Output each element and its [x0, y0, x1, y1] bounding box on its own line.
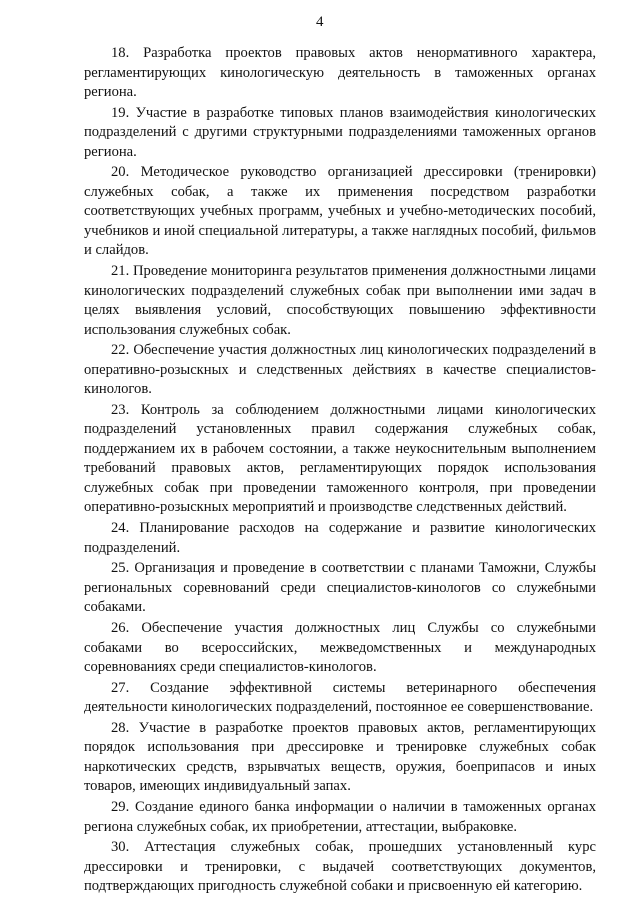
list-item-27: [84, 679, 596, 718]
list-item-18: [84, 44, 596, 103]
item-number: 30.: [111, 839, 130, 856]
item-number: 24.: [111, 520, 130, 537]
item-text: Проведение мониторинга результатов применения должностными лицами кинологических подразделений служебных собак при выполнении ими задач в целях выявления условий, способствующих повышению эффективности использования служебных собак.: [84, 263, 596, 338]
list-item-26: [84, 619, 596, 678]
item-text: Планирование расходов на содержание и развитие кинологических подразделений.: [84, 520, 596, 556]
list-item-22: [84, 341, 596, 400]
list-item-25: [84, 559, 596, 618]
list-item-30: [84, 838, 596, 897]
item-number: 23.: [111, 401, 130, 418]
list-item-19: [84, 104, 596, 163]
item-text: Создание единого банка информации о наличии в таможенных органах региона служебных собак, их приобретении, аттестации, выбраковке.: [84, 799, 596, 835]
item-text: Контроль за соблюдением должностными лицами кинологических подразделений установленных правил содержания служебных собак, поддержанием их в рабочем состоянии, а также неукоснительным выполнением требований правовых актов, регламентирующих порядок использования служебных собак при проведении таможенного контроля, при проведении оперативно-розыскных мероприятий и производстве следственных действий.: [84, 401, 596, 516]
item-number: 25.: [111, 560, 130, 577]
item-number: 21.: [111, 263, 130, 280]
item-text: Участие в разработке типовых планов взаимодействия кинологических подразделений с другими структурными подразделениями таможенных органов региона.: [84, 104, 597, 160]
item-text: Создание эффективной системы ветеринарного обеспечения деятельности кинологических подразделений, постоянное ее совершенствование.: [84, 679, 597, 716]
item-text: Участие в разработке проектов правовых актов, регламентирующих порядок использования при дрессировке и тренировке служебных собак наркотических средств, взрывчатых веществ, оружия, боеприпасов и иных товаров, имеющих индивидуальный запах.: [84, 719, 596, 795]
list-item-21: [84, 262, 596, 340]
item-number: 29.: [111, 799, 130, 816]
item-text: Разработка проектов правовых актов ненормативного характера, регламентирующих кинологическую деятельность в таможенных органах региона.: [84, 45, 596, 100]
item-text: Методическое руководство организацией дрессировки (тренировки) служебных собак, а также их применения посредством разработки соответствующих учебных программ, учебных и учебно-методических пособий, учебников и иной специальной литературы, а также наглядных пособий, фильмов и слайдов.: [84, 164, 596, 259]
item-text: Организация и проведение в соответствии с планами Таможни, Службы региональных соревнований среди специалистов-кинологов со служебными собаками.: [84, 560, 596, 616]
list-item-29: [84, 798, 596, 837]
item-number: 28.: [111, 719, 130, 736]
list-item-24: [84, 519, 596, 558]
item-text: Аттестация служебных собак, прошедших установленный курс дрессировки и тренировки, с выдачей соответствующих документов, подтверждающих пригодность служебной собаки и присвоенную ей категорию.: [84, 839, 596, 895]
page-number: 4: [316, 14, 324, 30]
item-number: 26.: [111, 620, 130, 636]
document-body: [84, 44, 596, 898]
item-number: 22.: [111, 342, 130, 359]
item-number: 27.: [111, 679, 130, 696]
item-text: Обеспечение участия должностных лиц Службы со служебными собаками во всероссийских, межведомственных и международных соревнованиях среди специалистов-кинологов.: [84, 620, 596, 675]
list-item-23: [84, 401, 596, 518]
item-number: 20.: [111, 164, 130, 181]
item-text: Обеспечение участия должностных лиц кинологических подразделений в оперативно-розыскных и следственных действиях в качестве специалистов-кинологов.: [84, 342, 596, 398]
list-item-28: [84, 719, 596, 797]
item-number: 19.: [111, 104, 130, 121]
item-number: 18.: [111, 45, 130, 61]
list-item-20: [84, 163, 596, 261]
